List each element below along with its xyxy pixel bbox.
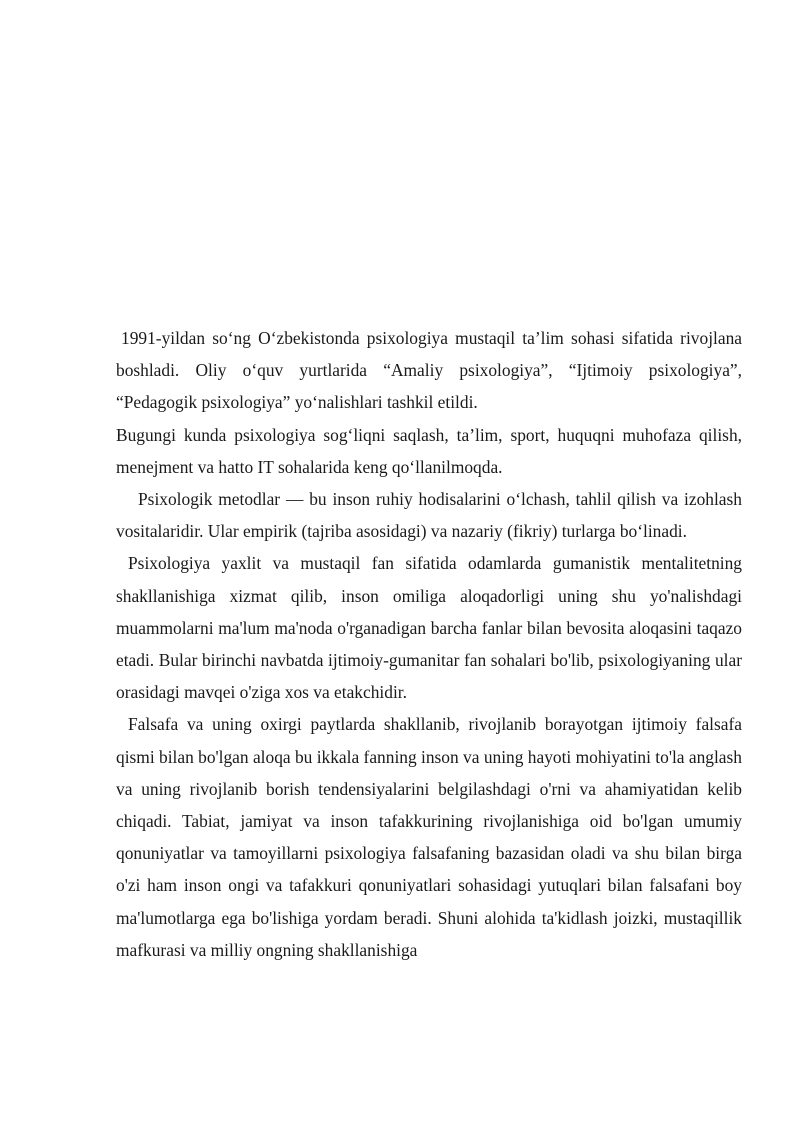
paragraph-philosophy: Falsafa va uning oxirgi paytlarda shakllanib, rivojlanib borayotgan ijtimoiy falsafa qismi bilan bo'lgan aloqa bu ikkala fanning inson va uning hayoti mohiyatini to'la anglash va uning rivojlanib borish tendensiyalarini belgilashdagi o'rni va ahamiyatidan kelib chiqadi. Tabiat, jamiyat va inson tafakkurining rivojlanishiga oid bo'lgan umumiy qonuniyatlar va tamoyillarni psixologiya falsafaning bazasidan oladi va shu bilan birga o'zi ham inson ongi va tafakkuri qonuniyatlari sohasidagi yutuqlari bilan falsafani boy ma'lumotlarga ega bo'lishiga yordam beradi. Shuni alohida ta'kidlash joizki, mustaqillik mafkurasi va milliy ongning shakllanishiga — [116, 714, 742, 960]
paragraph-methods: Psixologik metodlar — bu inson ruhiy hodisalarini o‘lchash, tahlil qilish va izohlash vositalaridir. Ular empirik (tajriba asosidagi) va nazariy (fikriy) turlarga bo‘linadi. — [116, 489, 742, 542]
paragraph-applications: Bugungi kunda psixologiya sog‘liqni saqlash, ta’lim, sport, huquqni muhofaza qilish, menejment va hatto IT sohalarida keng qo‘llanilmoqda. — [116, 424, 742, 477]
paragraph-humanistic: Psixologiya yaxlit va mustaqil fan sifatida odamlarda gumanistik mentalitetning shakllanishiga xizmat qilib, inson omiliga aloqadorligi uning shu yo'nalishdagi muammolarni ma'lum ma'noda o'rganadigan barcha fanlar bilan bevosita aloqasini taqazo etadi. Bular birinchi navbatda ijtimoiy-gumanitar fan sohalari bo'lib, psixologiyaning ular orasidagi mavqei o'ziga xos va etakchidir. — [116, 553, 742, 703]
paragraph-history: 1991-yildan so‘ng O‘zbekistonda psixologiya mustaqil ta’lim sohasi sifatida rivojlana boshladi. Oliy o‘quv yurtlarida “Amaliy psixologiya”, “Ijtimoiy psixologiya”, “Pedagogik psixologiya” yo‘nalishlari tashkil etildi. — [116, 328, 742, 413]
body-text — [116, 322, 742, 966]
